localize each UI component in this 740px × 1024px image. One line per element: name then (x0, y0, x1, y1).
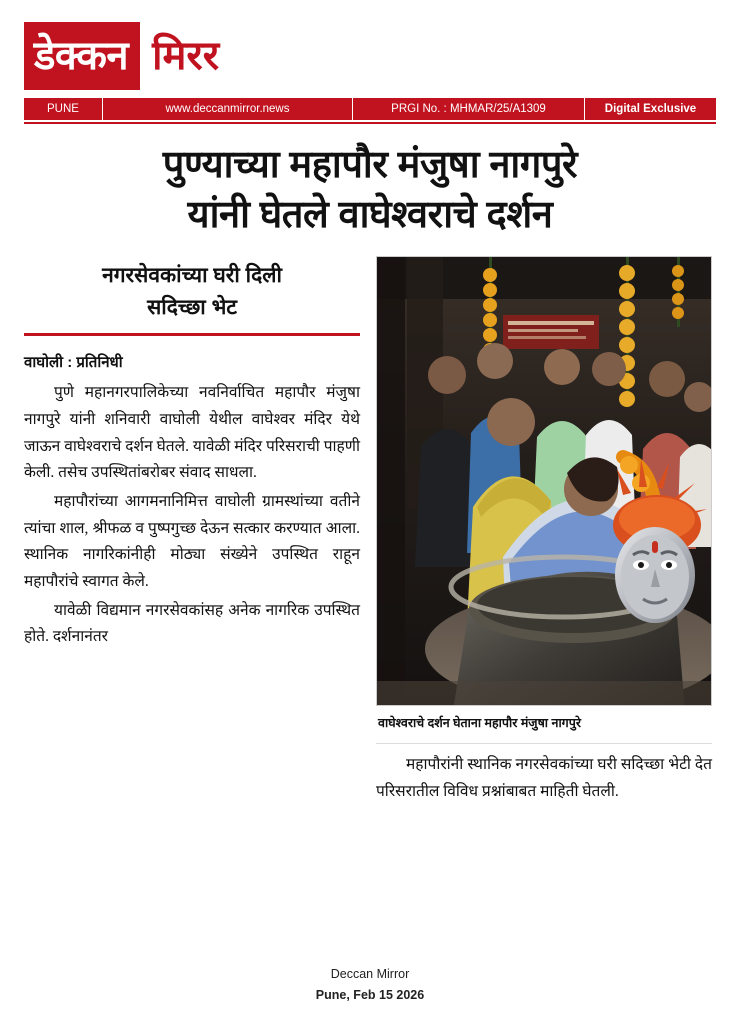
masthead-brand-secondary: मिरर (152, 34, 220, 78)
photo-caption: वाघेश्वराचे दर्शन घेताना महापौर मंजुषा नागपुरे (376, 706, 712, 744)
infobar-website[interactable]: www.deccanmirror.news (102, 98, 352, 120)
infobar-prgi: PRGI No. : MHMAR/25/A1309 (352, 98, 584, 120)
article-byline: वाघोली : प्रतिनिधी (24, 354, 123, 372)
subheadline-divider (24, 333, 360, 336)
infobar-city: PUNE (47, 103, 79, 115)
masthead-divider (24, 122, 716, 124)
article-photo (376, 256, 712, 706)
article-paragraph: महापौरांच्या आगमनानिमित्त वाघोली ग्रामस्थांच्या वतीने त्यांचा शाल, श्रीफळ व पुष्पगुच्छ देऊन सत्कार करण्यात आला. स्थानिक नागरिकांनीही मोठ्या संख्येने उपस्थित राहून महापौरांचे स्वागत केले. (24, 492, 360, 590)
page-footer (0, 964, 740, 1007)
article-paragraph: पुणे महानगरपालिकेच्या नवनिर्वाचित महापौर मंजुषा नागपुरे यांनी शनिवारी वाघोली येथील वाघेश्वर मंदिर येथे जाऊन वाघेश्वराचे दर्शन घेतले. यावेळी मंदिर परिसराची पाहणी केली. तसेच उपस्थितांबरोबर संवाद साधला. (24, 384, 360, 482)
temple-darshan-photo-illustration (377, 257, 712, 706)
masthead-brand-primary: डेक्कन (24, 22, 140, 90)
subheadline-line-2: सदिच्छा भेट (147, 295, 237, 319)
infobar-edition: Digital Exclusive (584, 98, 716, 120)
page-headline (24, 138, 716, 250)
headline-line-1: पुण्याच्या महापौर मंजुषा नागपुरे (162, 144, 578, 186)
article-paragraph: यावेळी विद्यमान नगरसेवकांसह अनेक नागरिक उपस्थित होते. दर्शनानंतर (24, 601, 360, 646)
info-bar (24, 98, 716, 120)
article-column-left (24, 256, 360, 807)
masthead (24, 22, 716, 90)
subheadline-line-1: नगरसेवकांच्या घरी दिली (102, 264, 282, 288)
article-columns (24, 256, 716, 807)
footer-dateline: Pune, Feb 15 2026 (315, 987, 425, 1002)
article-column-right (376, 256, 712, 807)
article-subheadline (24, 256, 360, 331)
article-photo-block (376, 256, 712, 744)
footer-publication: Deccan Mirror (330, 966, 410, 981)
article-paragraph: महापौरांनी स्थानिक नगरसेवकांच्या घरी सदिच्छा भेटी देत परिसरातील विविध प्रश्नांबाबत माहिती घेतली. (376, 756, 712, 800)
headline-line-2: यांनी घेतले वाघेश्वराचे दर्शन (187, 194, 553, 237)
